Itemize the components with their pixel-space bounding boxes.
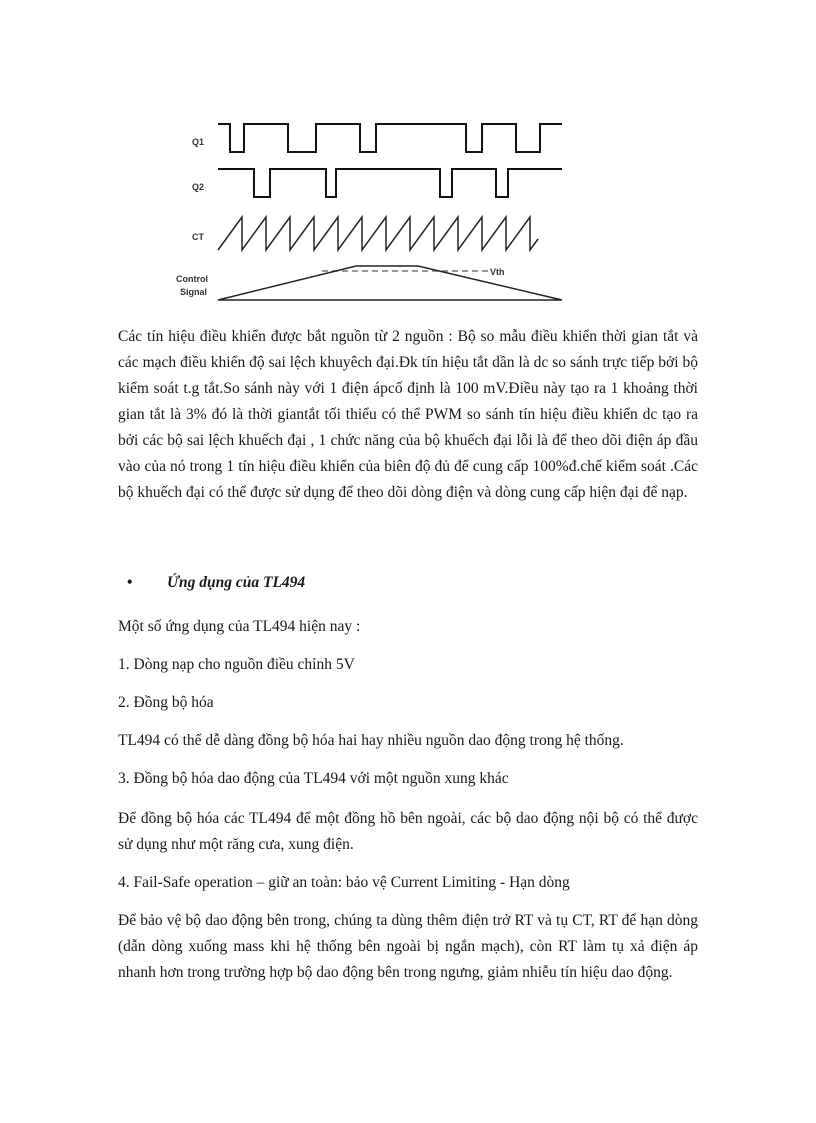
section-intro: Một số ứng dụng của TL494 hiện nay : — [118, 618, 361, 635]
timing-diagram — [170, 110, 590, 310]
item-4-text: Để bảo vệ bộ dao động bên trong, chúng ta dùng thêm điện trở RT và tụ CT, RT để hạn dòng (dẫn dòng xuống mass khi hệ thống bên ngoài bị ngắn mạch), còn RT làm tụ xả điện áp nhanh hơn trong trường hợp bộ dao động bên trong ngưng, giảm nhiễu tín hiệu dao động. — [118, 912, 698, 981]
vth-label: Vth — [490, 267, 505, 277]
q1-label: Q1 — [192, 137, 205, 147]
ct-label: CT — [192, 232, 204, 242]
item-3: 3. Đồng bộ hóa dao động của TL494 với một nguồn xung khác — [118, 770, 509, 787]
signal-label: Signal — [180, 287, 208, 297]
item-2-text: TL494 có thể dễ dàng đồng bộ hóa hai hay nhiều nguồn dao động trong hệ thống. — [118, 732, 624, 749]
description-paragraph: Các tín hiệu điều khiển được bắt nguồn từ 2 nguồn : Bộ so mẫu điều khiển thời gian tắt và các mạch điều khiển độ sai lệch khuyêch đại.Đk tín hiệu tắt dần là dc so sánh trực tiếp bởi bộ kiểm soát t.g tắt.So sánh này với 1 điện ápcố định là 100 mV.Điều này tạo ra 1 khoảng thời gian tắt là 3% đó là thời giantắt tối thiểu có thể PWM so sánh tín hiệu điều khiển dc tạo ra bởi các bộ sai lệch khuếch đại , 1 chức năng của bộ khuếch đại lỗi là để theo dõi điện áp đầu vào của nó trong 1 tín hiệu điều khiển của biên độ đủ để cung cấp 100%đ.chế kiểm soát .Các bộ khuếch đại có thể được sử dụng để theo dõi dòng điện và dòng cung cấp hiện đại để nạp. — [118, 328, 698, 501]
description-paragraph-container — [118, 324, 698, 506]
item-3-text: Để đồng bộ hóa các TL494 để một đồng hồ bên ngoài, các bộ dao động nội bộ có thể được sử dụng như một răng cưa, xung điện. — [118, 810, 698, 853]
q1-waveform — [218, 124, 562, 152]
control-signal-trapezoid — [218, 266, 562, 300]
q2-waveform — [218, 169, 562, 197]
control-label: Control — [176, 274, 208, 284]
section-heading-text: Ứng dụng của TL494 — [167, 574, 306, 591]
ct-sawtooth — [218, 217, 538, 250]
q2-label: Q2 — [192, 182, 205, 192]
timing-diagram-svg — [170, 110, 590, 310]
item-1: 1. Dòng nạp cho nguồn điều chỉnh 5V — [118, 656, 355, 673]
section-heading — [127, 574, 305, 592]
item-2: 2. Đồng bộ hóa — [118, 694, 214, 711]
bullet-icon: • — [127, 574, 133, 591]
item-4: 4. Fail-Safe operation – giữ an toàn: bảo vệ Current Limiting - Hạn dòng — [118, 874, 570, 891]
